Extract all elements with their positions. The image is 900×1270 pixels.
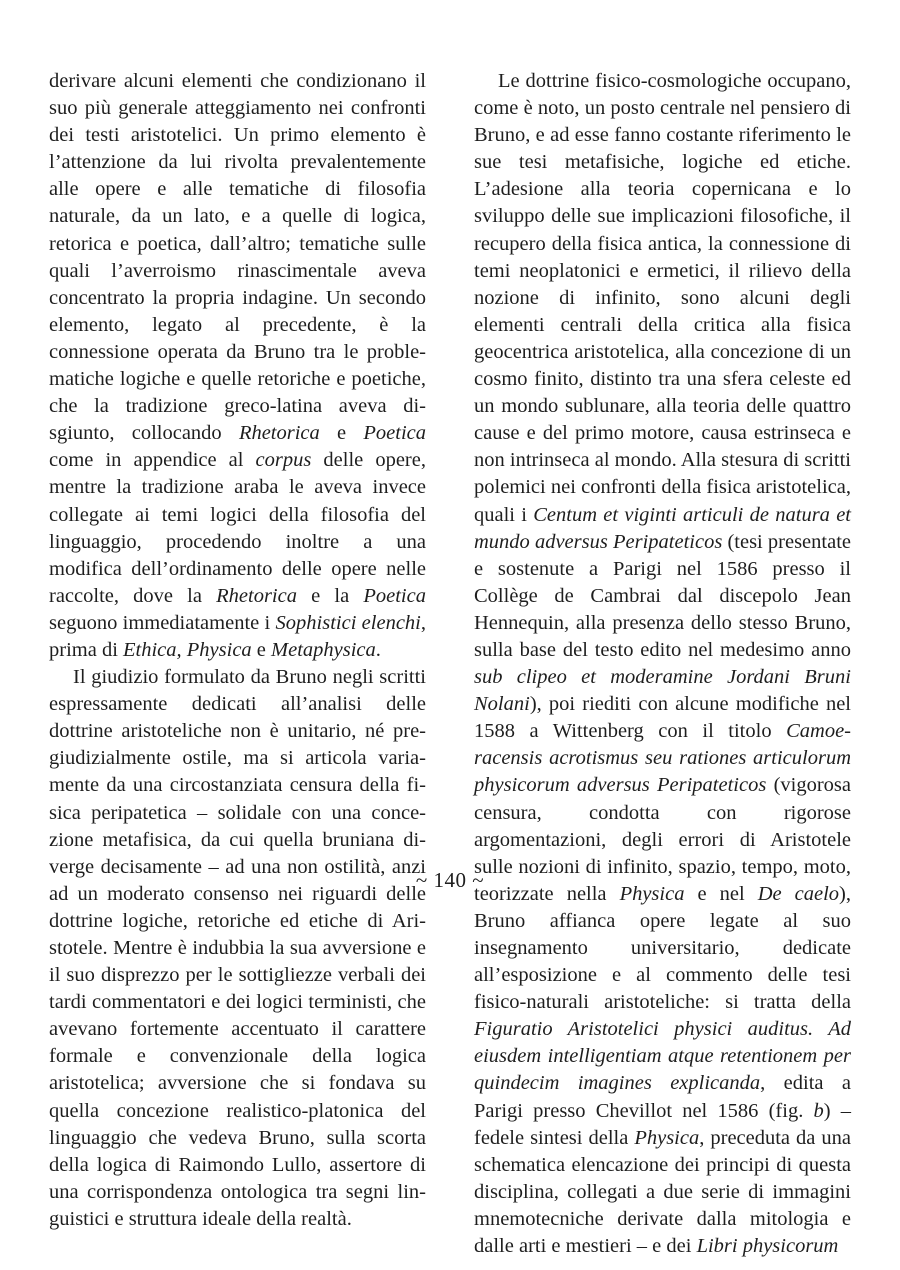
- italic-title-text: Centum et viginti articuli de natura et mundo adversus Peripateticos: [474, 503, 851, 553]
- body-text: e: [251, 638, 272, 661]
- body-text: , preceduta da una schematica elencazione dei principi di questa disciplina, collegati a due serie di immagini mnemotecniche derivate dalla mitologia e dalle arti e mestieri – e dei: [474, 1126, 851, 1258]
- italic-title-text: De caelo: [757, 882, 840, 905]
- italic-title-text: Ethica, Physica: [123, 638, 252, 661]
- body-text: Le dottrine fisico-cosmologiche occupano, come è noto, un posto centrale nel pensiero di Bruno, e ad esse fanno costante riferimento le sue tesi metafisiche, logiche ed etiche. L’adesione alla teoria copernicana e lo sviluppo delle sue implicazioni filosofiche, il recupero della fisica antica, la connessione di temi neoplatonici e ermetici, il rilievo della nozione di infinito, sono alcuni degli elementi centrali della critica alla fisica geocentrica aristotelica, alla concezione di un cosmo finito, distinto tra una sfera celeste ed un mondo sublunare, alla teoria delle quattro cause e del primo motore, causa estrinseca e non intrinseca al mondo. Alla stesura di scritti polemici nei confronti della fisica aristotelica, quali i: [474, 70, 851, 526]
- italic-title-text: Poetica: [363, 584, 426, 607]
- italic-title-text: Sophistici elenchi: [275, 611, 421, 634]
- italic-title-text: b: [813, 1099, 824, 1122]
- italic-title-text: Figuratio Aristotelici physici auditus. Ad eiusdem intelligentiam atque retentionem per quindecim imagines explicanda: [474, 1018, 851, 1095]
- italic-title-text: Camoeracensis acrotismus seu rationes articulorum physicorum adversus Peripateticos: [474, 720, 851, 797]
- body-text: e nel: [684, 882, 758, 905]
- body-text: Il giudizio formulato da Bruno negli scritti espressamente dedicati all’analisi delle dottrine aristoteliche non è unitario, né pregiudizialmente ostile, ma si articola variamente da una circostanziata censura della fisica peripatetica – solidale con una concezione metafisica, da cui quella bruniana diverge decisamente – ad una non ostilità, anzi ad un moderato consenso nei riguardi delle dottrine logiche, retoriche ed etiche di Aristotele. Mentre è indubbia la sua avversione e il suo disprezzo per le sottigliezze verbali dei tardi commentatori e dei logici terministi, che avevano fortemente accentuato il carattere formale e convenzionale della logica aristotelica; avversione che si fondava su quella concezione realistico-platonica del linguaggio che vedeva Bruno, sulla scorta della logica di Raimondo Lullo, assertore di una corrispondenza ontologica tra segni linguistici e struttura ideale della realtà.: [49, 666, 426, 1230]
- body-text: , prima di: [49, 611, 426, 661]
- italic-title-text: Physica: [634, 1126, 700, 1149]
- italic-title-text: Libri physicorum: [696, 1235, 839, 1258]
- italic-title-text: Rhetorica: [216, 584, 297, 607]
- left-paragraph: [49, 68, 426, 664]
- body-text: come in appendice al: [49, 449, 256, 472]
- italic-title-text: Rhetorica: [238, 422, 320, 445]
- body-text: , edita a Parigi presso Chevillot nel 1586 (fig.: [474, 1072, 851, 1122]
- body-text: delle opere, mentre la tradizione araba le aveva invece collegate ai temi logici della filosofia del linguaggio, procedendo inoltre a una modifica dell’ordinamento delle opere nelle raccolte, dove la: [49, 449, 426, 607]
- body-text: ), Bruno affianca opere legate al suo insegnamento universitario, dedicate all’esposizione e al commento delle tesi fisico-naturali aristoteliche: si tratta della: [474, 882, 851, 1014]
- body-text: ), poi riediti con alcune modifiche nel 1588 a Wittenberg con il titolo: [474, 693, 851, 743]
- body-text: seguono immediatamente i: [49, 611, 276, 634]
- body-text: e: [319, 422, 364, 445]
- left-text-column: [49, 68, 426, 1233]
- body-text: (tesi presentate e sostenute a Parigi nel 1586 presso il Collège de Cambrai dal discepolo Jean Hennequin, alla presenza dello stesso Bruno, sulla base del testo edito nel medesimo anno: [474, 530, 851, 661]
- italic-title-text: Physica: [619, 882, 685, 905]
- right-paragraph: [474, 68, 851, 1260]
- body-text: ) – fedele sintesi della: [474, 1099, 852, 1149]
- left-paragraph: [49, 664, 426, 1233]
- italic-title-text: Metaphysica: [271, 638, 376, 661]
- right-text-column: [474, 68, 851, 1260]
- body-text: derivare alcuni elementi che condizionano il suo più generale atteggiamento nei confronti dei testi aristotelici. Un primo elemento è l’attenzione da lui rivolta prevalentemente alle opere e alle tematiche di filosofia naturale, da un lato, e a quelle di logica, retorica e poetica, dall’altro; tematiche sulle quali l’averroismo rinascimentale aveva concentrato la propria indagine. Un secondo elemento, legato al precedente, è la connessione operata da Bruno tra le problematiche logiche e quelle retoriche e poetiche, che la tradizione greco-latina aveva disgiunto, collocando: [49, 70, 426, 445]
- body-text: .: [375, 638, 381, 661]
- page-number: ~ 140 ~: [415, 868, 485, 892]
- body-text: (vigorosa censura, condotta con rigorose argomentazioni, degli errori di Aristotele sulle nozioni di infinito, spazio, tempo, moto, teorizzate nella: [474, 774, 851, 905]
- italic-title-text: Poetica: [363, 422, 426, 445]
- italic-title-text: corpus: [255, 449, 312, 472]
- body-text: e la: [296, 584, 364, 607]
- italic-title-text: sub clipeo et moderamine Jordani Bruni Nolani: [474, 666, 851, 716]
